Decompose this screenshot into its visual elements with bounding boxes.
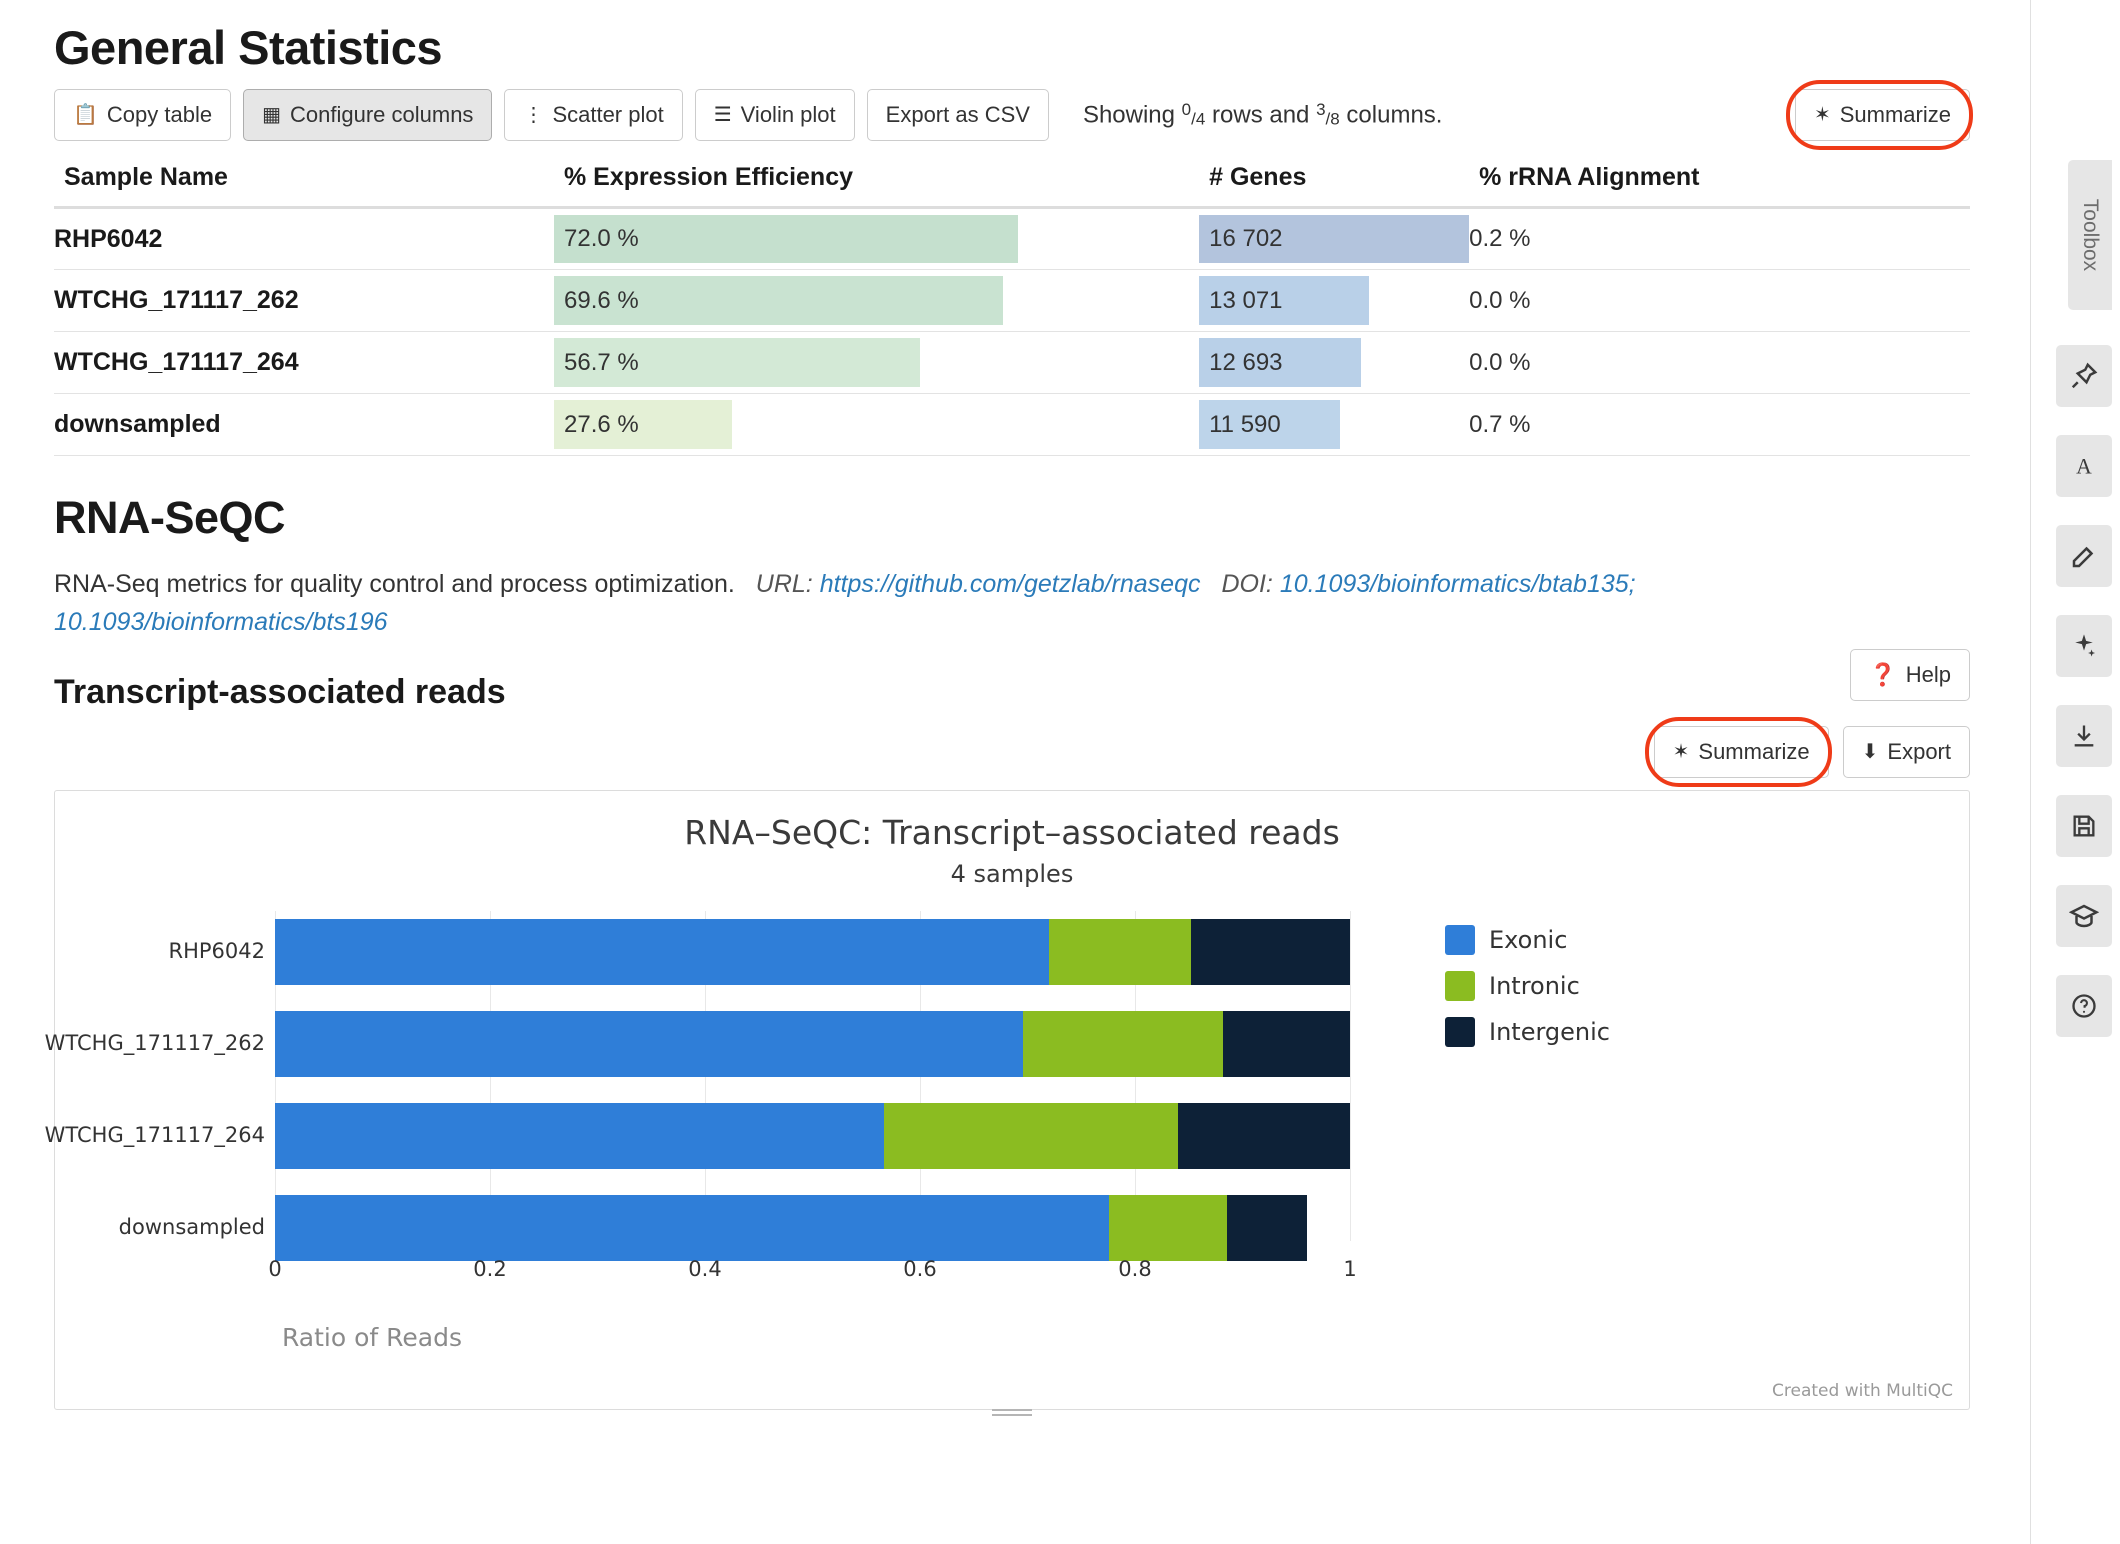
- legend-label-exonic: Exonic: [1489, 926, 1568, 954]
- rows-numerator: 0: [1181, 100, 1192, 120]
- sparkle-icon: ✶: [1813, 104, 1831, 126]
- plot-resize-handle[interactable]: [992, 1409, 1032, 1419]
- table-row: [54, 208, 1970, 270]
- chart-legend: [1445, 925, 1610, 1063]
- col-rrna-alignment[interactable]: % rRNA Alignment: [1469, 157, 1970, 208]
- pin-icon: [2069, 361, 2099, 391]
- general-statistics-table: [54, 157, 1970, 456]
- violin-plot-label: Violin plot: [740, 102, 836, 127]
- cell-rrna: 0.7 %: [1469, 394, 1970, 456]
- table-row: [54, 394, 1970, 456]
- cell-expression-efficiency: [554, 270, 1199, 332]
- table-row: [54, 332, 1970, 394]
- module-doi-link-2[interactable]: 10.1093/bioinformatics/bts196: [54, 607, 388, 636]
- stacked-bar-row[interactable]: [275, 1103, 1350, 1169]
- xtick-label: 0.2: [473, 1257, 507, 1281]
- export-csv-label: Export as CSV: [885, 102, 1030, 127]
- category-label: downsampled: [118, 1215, 265, 1239]
- highlight-text-icon: [2071, 452, 2097, 480]
- showing-prefix: Showing: [1082, 101, 1175, 129]
- download-icon: [2070, 722, 2098, 750]
- violin-icon: ☰: [713, 104, 732, 126]
- xtick-label: 0.6: [903, 1257, 937, 1281]
- scatter-plot-button[interactable]: [504, 89, 682, 141]
- cell-rrna: 0.0 %: [1469, 270, 1970, 332]
- cell-expression-efficiency: [554, 208, 1199, 270]
- rows-word: rows and: [1212, 101, 1310, 129]
- segment-exonic[interactable]: [275, 1195, 1109, 1261]
- sparkle-icon: ✶: [1672, 741, 1690, 763]
- genes-value: 11 590: [1209, 410, 1281, 438]
- help-circle-icon: [2070, 992, 2098, 1020]
- cell-sample-name: downsampled: [54, 394, 554, 456]
- handle-line: [992, 1409, 1032, 1411]
- help-circle-button[interactable]: [2056, 975, 2112, 1037]
- configure-columns-label: Configure columns: [290, 102, 474, 127]
- copy-table-button[interactable]: [54, 89, 231, 141]
- toolbox-tab-label: Toolbox: [2079, 198, 2103, 272]
- genes-value: 13 071: [1209, 286, 1283, 314]
- summarize-table-button[interactable]: [1795, 89, 1970, 141]
- legend-swatch-intronic: [1445, 971, 1475, 1001]
- toolbox-rail: [2030, 0, 2120, 1544]
- module-doi-link-1[interactable]: 10.1093/bioinformatics/btab135;: [1279, 570, 1636, 598]
- segment-intergenic[interactable]: [1227, 1195, 1307, 1261]
- col-sample-name[interactable]: Sample Name: [54, 157, 554, 208]
- genes-value: 12 693: [1209, 348, 1283, 376]
- copy-icon: 📋: [73, 104, 98, 126]
- segment-exonic[interactable]: [275, 1011, 1023, 1077]
- cell-rrna: 0.2 %: [1469, 208, 1970, 270]
- svg-text:A: A: [2076, 454, 2092, 479]
- table-row: [54, 270, 1970, 332]
- showing-rows-columns: Showing $^0$/4 rows and $^3$/8 columns.: [1082, 100, 1443, 129]
- export-plot-label: Export: [1887, 739, 1951, 764]
- category-label: WTCHG_171117_262: [44, 1031, 265, 1055]
- help-label: Help: [1905, 662, 1951, 687]
- url-label: URL:: [755, 570, 813, 598]
- module-title: RNA-SeQC: [54, 492, 286, 543]
- cols-denominator: 8: [1330, 109, 1340, 129]
- plot-header: [54, 649, 1970, 712]
- xtick-label: 0: [268, 1257, 282, 1281]
- segment-intergenic[interactable]: [1223, 1011, 1350, 1077]
- copy-table-label: Copy table: [106, 102, 213, 127]
- segment-intronic[interactable]: [1023, 1011, 1223, 1077]
- stacked-bar-row[interactable]: [275, 1011, 1350, 1077]
- save-button[interactable]: [2056, 795, 2112, 857]
- stacked-bar-row[interactable]: [275, 919, 1350, 985]
- download-button[interactable]: [2056, 705, 2112, 767]
- module-description-text: RNA-Seq metrics for quality control and process optimization.: [54, 570, 735, 598]
- general-stats-toolbar: [54, 89, 1970, 141]
- ai-sparkle-button[interactable]: [2056, 615, 2112, 677]
- segment-intronic[interactable]: [1109, 1195, 1227, 1261]
- summarize-table-label: Summarize: [1839, 102, 1951, 127]
- ai-sparkle-icon: [2070, 632, 2098, 660]
- plot-panel[interactable]: [44, 790, 1970, 1410]
- scatter-plot-label: Scatter plot: [552, 102, 664, 127]
- chart-credit: Created with MultiQC: [1772, 1381, 1953, 1401]
- segment-exonic[interactable]: [275, 919, 1049, 985]
- category-label: WTCHG_171117_264: [44, 1123, 265, 1147]
- summarize-plot-button[interactable]: [1654, 726, 1829, 778]
- x-axis-title: Ratio of Reads: [281, 1323, 463, 1352]
- cell-sample-name: WTCHG_171117_264: [54, 332, 554, 394]
- pin-icon-button[interactable]: [2056, 345, 2112, 407]
- gridline-1: [1350, 911, 1351, 1241]
- summarize-highlight-table: [1795, 89, 1970, 141]
- chart-title: RNA–SeQC: Transcript–associated reads: [684, 813, 1340, 852]
- cell-expression-efficiency: [554, 332, 1199, 394]
- doi-label: DOI:: [1221, 570, 1273, 598]
- cell-expression-efficiency: [554, 394, 1199, 456]
- efficiency-value: 72.0 %: [564, 225, 639, 252]
- save-icon: [2070, 812, 2098, 840]
- cell-genes: [1199, 394, 1469, 456]
- toolbox-education-button[interactable]: [2056, 885, 2112, 947]
- rename-samples-icon: [2069, 541, 2099, 571]
- legend-label-intergenic: Intergenic: [1489, 1018, 1610, 1046]
- efficiency-value: 69.6 %: [564, 286, 639, 314]
- legend-swatch-exonic: [1445, 925, 1475, 955]
- export-csv-button[interactable]: [867, 89, 1049, 141]
- genes-value: 16 702: [1209, 225, 1283, 252]
- violin-plot-button[interactable]: [695, 89, 855, 141]
- table-header-row: [54, 157, 1970, 208]
- xtick-label: 0.8: [1118, 1257, 1152, 1281]
- segment-intronic[interactable]: [884, 1103, 1178, 1169]
- rename-samples-button[interactable]: [2056, 525, 2112, 587]
- scatter-icon: ⋮: [523, 104, 544, 126]
- chart-area: [44, 911, 1969, 1409]
- cell-genes: [1199, 332, 1469, 394]
- col-expression-efficiency[interactable]: % Expression Efficiency: [554, 157, 1199, 208]
- summarize-highlight-plot: [1654, 726, 1829, 778]
- plot-actions: [54, 726, 1970, 778]
- legend-item-exonic[interactable]: [1445, 925, 1610, 955]
- xtick-label: 0.4: [688, 1257, 722, 1281]
- xtick-label: 1: [1343, 1257, 1357, 1281]
- cols-numerator: 3: [1316, 100, 1326, 120]
- cell-rrna: 0.0 %: [1469, 332, 1970, 394]
- page-title: General Statistics: [54, 21, 443, 74]
- stacked-bar-row[interactable]: [275, 1195, 1350, 1261]
- cell-sample-name: WTCHG_171117_262: [54, 270, 554, 332]
- cell-genes: [1199, 208, 1469, 270]
- cell-genes: [1199, 270, 1469, 332]
- rows-denominator: 4: [1195, 109, 1206, 129]
- chart-subtitle: 4 samples: [950, 860, 1074, 888]
- toolbox-education-icon: [2069, 901, 2099, 931]
- cell-sample-name: RHP6042: [54, 208, 554, 270]
- segment-intergenic[interactable]: [1178, 1103, 1350, 1169]
- legend-label-intronic: Intronic: [1489, 972, 1580, 1000]
- summarize-plot-label: Summarize: [1698, 739, 1810, 764]
- legend-swatch-intergenic: [1445, 1017, 1475, 1047]
- efficiency-value: 56.7 %: [564, 348, 639, 376]
- module-description: [54, 566, 1754, 641]
- segment-intergenic[interactable]: [1191, 919, 1350, 985]
- col-genes[interactable]: # Genes: [1199, 157, 1469, 208]
- help-button[interactable]: [1850, 649, 1970, 701]
- legend-item-intergenic[interactable]: [1445, 1017, 1610, 1047]
- legend-item-intronic[interactable]: [1445, 971, 1610, 1001]
- category-label: RHP6042: [168, 939, 265, 963]
- configure-columns-button[interactable]: [243, 89, 492, 141]
- export-plot-button[interactable]: [1843, 726, 1970, 778]
- grid-icon: ▦: [262, 104, 281, 126]
- segment-exonic[interactable]: [275, 1103, 884, 1169]
- question-circle-icon: ❓: [1869, 662, 1897, 687]
- cols-word: columns.: [1346, 101, 1443, 129]
- efficiency-value: 27.6 %: [564, 410, 639, 438]
- handle-line: [992, 1414, 1032, 1416]
- plot-section-title: Transcript-associated reads: [54, 673, 506, 711]
- segment-intronic[interactable]: [1049, 919, 1191, 985]
- toolbox-tab[interactable]: [2068, 160, 2112, 310]
- module-url-link[interactable]: https://github.com/getzlab/rnaseqc: [819, 570, 1201, 598]
- download-icon: ⬇: [1861, 741, 1879, 763]
- highlight-text-button[interactable]: [2056, 435, 2112, 497]
